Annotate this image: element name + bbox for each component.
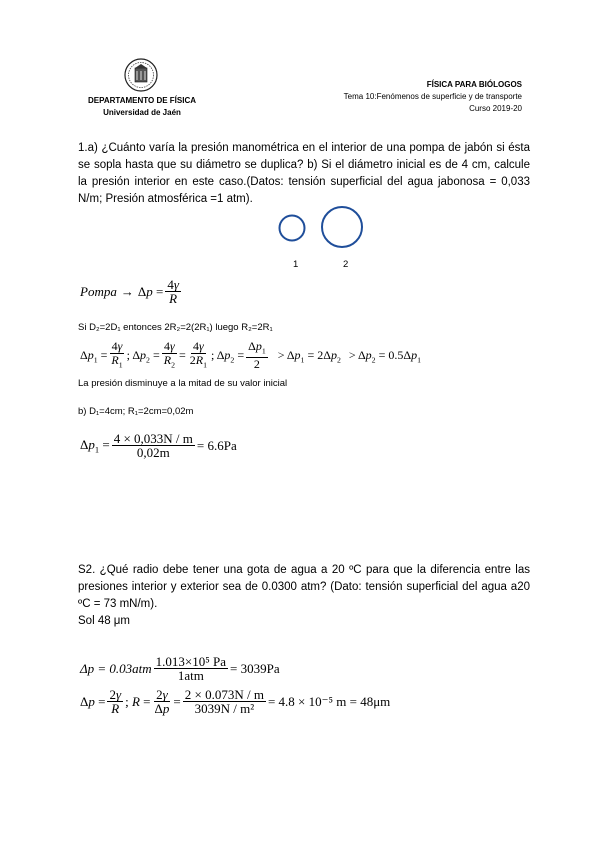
- eq1-denominator: 1atm: [177, 668, 204, 683]
- part-b-numerator: 4 × 0,033N / m: [113, 431, 193, 446]
- bubble-pressure-formula: Pompa → Δp = $\frac{4\gamma}{R}$: [80, 277, 179, 306]
- formula-pompa: Pompa: [80, 283, 117, 299]
- radius-condition: Si D₂=2D₁ entonces 2R₂=2(2R₁) luego R₂=2R₁: [78, 322, 273, 333]
- topic-title: Tema 10:Fenómenos de superficie y de transporte: [343, 92, 522, 101]
- problem-2-pressure-equation: [80, 655, 280, 682]
- large-bubble: [322, 207, 362, 247]
- eq1-result: = 3039Pa: [230, 660, 280, 676]
- problem-2-radius-equation: Δp = $\frac{2\gamma}{R}$ ; R = $\frac{2\gamma}{\Delta p}$ = $\frac{2 \times 0.073N / m}{\text{3039N / m²}}$ = 4.8 × 10⁻⁵ m = 48μm: [80, 687, 391, 716]
- eq2-result: = 4.8 × 10⁻⁵ m = 48μm: [267, 693, 391, 709]
- small-bubble: [280, 216, 305, 241]
- problem-2-solution: Sol 48 μm: [78, 615, 131, 627]
- course-title: FÍSICA PARA BIÓLOGOS: [426, 80, 522, 89]
- arrow-icon: →: [120, 283, 134, 299]
- part-b-equation: $\Delta p_1$ = $\frac{4 \times 0,033N / m}{0,02m}$ = 6.6Pa: [80, 431, 237, 460]
- university-name: Universidad de Jaén: [103, 108, 181, 117]
- pressure-ratio-equation: $\Delta p_1$ = $\frac{4\gamma}{R_1}$ ; $\Delta p_2$ = $\frac{4\gamma}{R_2}$ = $\frac{4\gamma}{2R_1}$ ; $\Delta p_2$ = $\frac{\Delta p_1}{2}$ > $\Delta p_1 = 2\Delta p_2$ > $\Delta p_2 = 0.5\Delta p_1$: [80, 339, 421, 372]
- part-a-conclusion: La presión disminuye a la mitad de su valor inicial: [78, 378, 288, 389]
- eq1-lhs: Δp = 0.03atm: [80, 660, 152, 676]
- eq2-denominator: 3039N / m²: [194, 701, 255, 716]
- eq1-numerator: 1.013×10⁵ Pa: [155, 654, 227, 669]
- part-b-data: b) D₁=4cm; R₁=2cm=0,02m: [78, 406, 194, 417]
- bubble-label-2: 2: [343, 259, 349, 270]
- department-name: DEPARTAMENTO DE FÍSICA: [88, 96, 197, 105]
- course-year: Curso 2019-20: [469, 104, 522, 113]
- problem-1-statement: 1.a) ¿Cuánto varía la presión manométrica en el interior de una pompa de jabón si ésta se sopla hasta que su diámetro se duplica? b) Si el diámetro inicial es de 4 cm, calcule la presión interior en este caso.(Datos: tensión superficial del agua jabonosa = 0,033 N/m; Presión atmosférica =1 atm).: [78, 142, 530, 205]
- university-seal-icon: [124, 58, 158, 92]
- bubble-label-1: 1: [293, 259, 299, 270]
- part-b-denominator: 0,02m: [136, 445, 170, 460]
- bubble-diagram: [270, 200, 380, 260]
- part-b-result: = 6.6Pa: [196, 437, 237, 453]
- eq2-numerator: 2 × 0.073N / m: [184, 687, 264, 702]
- problem-2-statement: S2. ¿Qué radio debe tener una gota de agua a 20 ºC para que la diferencia entre las presiones interior y exterior sea de 0.0300 atm? (Dato: tensión superficial del agua a20 ºC = 73 mN/m).: [78, 564, 530, 610]
